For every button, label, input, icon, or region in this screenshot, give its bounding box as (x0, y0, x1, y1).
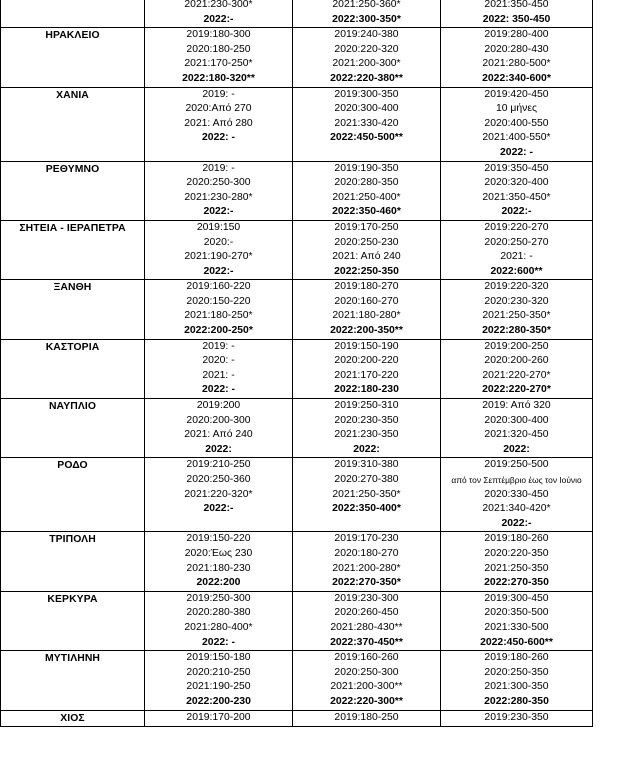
price-cell (441, 220, 593, 279)
table-row (1, 458, 593, 532)
price-line: 2021:250-400* (332, 191, 401, 203)
price-line: 2022:300-350* (332, 13, 401, 25)
price-line: 2019: - (202, 88, 235, 100)
price-line: 2022:- (501, 206, 532, 218)
price-cell (441, 339, 593, 398)
table-row (1, 220, 593, 279)
price-line: 2019:350-450 (484, 162, 549, 174)
price-line: 2019: - (202, 340, 235, 352)
price-line: 2021:180-280* (332, 310, 401, 322)
price-line: 2019:220-270 (484, 221, 549, 233)
price-line: 2021:200-300** (330, 681, 403, 693)
price-line: 2022:- (203, 265, 234, 277)
price-line: 2022:350-460* (332, 206, 401, 218)
price-line: 2020:300-400 (484, 414, 549, 426)
price-line: 2020:250-300 (186, 177, 251, 189)
price-line: 2019:240-380 (334, 29, 399, 41)
price-cell (293, 87, 441, 161)
price-cell (441, 710, 593, 727)
price-line: 2021:320-450 (484, 429, 549, 441)
price-cell (293, 339, 441, 398)
price-line: 2021:220-320* (184, 488, 253, 500)
price-line: 2021:190-270* (184, 251, 253, 263)
price-line: 2020:180-270 (334, 547, 399, 559)
price-line: 2022:- (203, 503, 234, 515)
price-line: 2021:350-450* (482, 191, 551, 203)
price-line: 2021:250-360* (332, 0, 401, 10)
price-cell (145, 339, 293, 398)
rent-table-body (1, 0, 593, 727)
city-cell: ΣΗΤΕΙΑ - ΙΕΡΑΠΕΤΡΑ (1, 220, 145, 279)
price-line: 2022: - (500, 146, 533, 158)
price-line: 2020:400-550 (484, 117, 549, 129)
price-line: 2021:180-250* (184, 310, 253, 322)
price-cell (145, 28, 293, 87)
city-cell: ΚΕΡΚΥΡΑ (1, 591, 145, 650)
price-line: 2019: - (202, 162, 235, 174)
price-line: 2019:300-450 (484, 592, 549, 604)
table-row (1, 28, 593, 87)
price-line: 2020:210-250 (186, 666, 251, 678)
price-line: 2019:150 (196, 221, 241, 233)
price-line: 2021:170-220 (334, 369, 399, 381)
price-line: 2020:250-270 (484, 236, 549, 248)
price-line: 2020:250-360 (186, 474, 251, 485)
price-line: 2020:220-320 (334, 43, 399, 55)
price-line: 2021:190-250 (186, 681, 251, 693)
price-cell (441, 651, 593, 710)
city-cell: ΧΑΝΙΑ (1, 87, 145, 161)
price-cell (145, 399, 293, 458)
price-cell (441, 458, 593, 532)
price-line: 2021: - (202, 369, 235, 381)
price-line: 2021:230-280* (184, 191, 253, 203)
price-line: 2021:170-250* (184, 58, 253, 70)
price-line: 2022:270-350* (332, 577, 401, 589)
price-line: 2019: Από 320 (482, 400, 551, 412)
price-line: 2020:270-380 (334, 474, 399, 485)
price-line: 2020:220-350 (484, 547, 549, 559)
price-line: 2021:300-350 (484, 681, 549, 693)
price-line: 2019:230-300 (334, 592, 399, 604)
price-line: 2021:250-350* (482, 310, 551, 322)
table-row (1, 399, 593, 458)
price-line (295, 146, 438, 161)
price-line: 2020:- (203, 236, 234, 248)
price-line: 2019:160-260 (334, 652, 399, 664)
price-line: 2020:350-500 (484, 607, 549, 619)
price-line: 2020:250-230 (334, 236, 399, 248)
price-line: 2019:150-220 (186, 533, 251, 545)
price-line: 2020:160-270 (334, 295, 399, 307)
table-row (1, 651, 593, 710)
price-cell (145, 161, 293, 220)
price-line: 2019:250-310 (334, 400, 399, 412)
table-row (1, 710, 593, 727)
price-line: 2022:- (203, 13, 234, 25)
price-line: 2021: - (500, 251, 533, 263)
price-line: 2022:180-320** (182, 72, 255, 84)
price-line: 2019:170-250 (334, 221, 399, 233)
price-line: 2021:340-420* (482, 503, 551, 515)
price-line: 2019:150-190 (334, 340, 399, 352)
price-line: 2022:600** (490, 265, 543, 277)
price-line (147, 146, 290, 161)
price-cell (145, 280, 293, 339)
price-line: 2022:450-600** (480, 636, 553, 648)
price-cell (441, 532, 593, 591)
price-line: 2022: (503, 443, 530, 455)
price-line: 2019:210-250 (186, 459, 251, 471)
price-line: 2022:340-600* (482, 72, 551, 84)
price-line: 2021:280-500* (482, 58, 551, 70)
city-cell: ΡΟΔΟ (1, 458, 145, 532)
price-line: 2022:180-230 (334, 384, 399, 396)
price-line: 2021:230-350 (334, 429, 399, 441)
price-line: 2019:180-260 (484, 533, 549, 545)
price-line: 2019:420-450 (484, 88, 549, 100)
price-line: 2019:200 (196, 400, 241, 412)
price-line: 2021:200-300* (332, 58, 401, 70)
price-line: 2020:Έως 230 (184, 547, 253, 559)
price-line: 2020:260-450 (334, 607, 399, 619)
price-line: 2021:400-550* (482, 132, 551, 144)
price-line: 2022: - (202, 132, 235, 144)
price-line: 2022:220-270* (482, 384, 551, 396)
city-cell: ΜΥΤΙΛΗΝΗ (1, 651, 145, 710)
price-line: 2020:230-350 (334, 414, 399, 426)
price-line: 2020:Από 270 (185, 103, 252, 115)
price-cell (293, 591, 441, 650)
price-cell (293, 710, 441, 727)
price-line: 2021:180-230 (186, 562, 251, 574)
city-cell: ΧΙΟΣ (1, 710, 145, 727)
price-line: 2020:230-320 (484, 295, 549, 307)
price-line: 2022: (205, 443, 232, 455)
price-cell (145, 87, 293, 161)
price-line: 2022:280-350 (484, 695, 549, 707)
price-line: 2019:250-300 (186, 592, 251, 604)
price-line: 2022:- (501, 517, 532, 529)
price-line: 2022:200-230 (186, 695, 251, 707)
price-line: 2019:150-180 (186, 652, 251, 664)
price-cell (293, 161, 441, 220)
price-line: 2021:350-450 (484, 0, 549, 10)
price-line: 2021:200-280* (332, 562, 401, 574)
price-line: 2019:180-250 (334, 711, 399, 723)
price-cell (441, 0, 593, 28)
price-line: 2020: - (202, 355, 235, 367)
city-cell: ΞΑΝΘΗ (1, 280, 145, 339)
price-line: 2022:200 (196, 577, 241, 589)
price-line: 2022:450-500** (330, 132, 403, 144)
price-line: 2021:230-300* (184, 0, 253, 10)
price-line: 2022: - (202, 636, 235, 648)
price-line: 2019:230-350 (484, 711, 549, 723)
price-line: 2022:280-350* (482, 325, 551, 337)
price-line: 2021: Από 240 (332, 251, 401, 263)
price-line: 2021:280-430** (330, 621, 403, 633)
price-cell (441, 399, 593, 458)
price-line: 2021:330-500 (484, 621, 549, 633)
price-line: 2022:220-300** (330, 695, 403, 707)
price-line: 2021:250-350 (484, 562, 549, 574)
price-cell (293, 458, 441, 532)
price-line: 2022:270-350 (484, 577, 549, 589)
price-cell (293, 651, 441, 710)
price-cell (145, 710, 293, 727)
price-cell (293, 220, 441, 279)
price-line: 2022:250-350 (334, 265, 399, 277)
price-cell (441, 28, 593, 87)
price-line: 2022:370-450** (330, 636, 403, 648)
table-row (1, 87, 593, 161)
price-cell (145, 458, 293, 532)
table-row (1, 532, 593, 591)
price-line: 2019:190-350 (334, 162, 399, 174)
price-line (295, 517, 438, 532)
price-line: 2020:200-260 (484, 355, 549, 367)
price-line: 2019:280-400 (484, 29, 549, 41)
price-cell (441, 280, 593, 339)
table-row (1, 591, 593, 650)
price-line: 2022: - (202, 384, 235, 396)
price-line: 2020:250-300 (334, 666, 399, 678)
city-cell: ΗΡΑΚΛΕΙΟ (1, 28, 145, 87)
price-line: 2020:280-430 (484, 43, 549, 55)
price-line: 2022:- (203, 206, 234, 218)
price-line: 2020:300-400 (334, 103, 399, 115)
city-cell: ΡΕΘΥΜΝΟ (1, 161, 145, 220)
city-cell: ΚΑΣΤΟΡΙΑ (1, 339, 145, 398)
price-line: 2019:300-350 (334, 88, 399, 100)
table-row (1, 339, 593, 398)
price-cell (441, 591, 593, 650)
price-cell (293, 399, 441, 458)
price-line: 2019:170-230 (334, 533, 399, 545)
price-line: 2019:170-200 (186, 711, 251, 723)
price-line: 2021:280-400* (184, 621, 253, 633)
price-line: 2022:350-400* (332, 503, 401, 515)
price-cell (441, 161, 593, 220)
price-line: 2020:150-220 (186, 295, 251, 307)
city-cell (1, 0, 145, 28)
price-line: 2019:180-300 (186, 29, 251, 41)
price-line: 2021:220-270* (482, 369, 551, 381)
price-cell (145, 651, 293, 710)
price-line: 2020:320-400 (484, 177, 549, 189)
price-line: 2022:200-250* (184, 325, 253, 337)
price-line: από τον Σεπτέμβριο έως τον Ιούνιο (451, 475, 582, 485)
price-cell (293, 280, 441, 339)
table-row (1, 280, 593, 339)
price-cell (441, 87, 593, 161)
price-line: 2021:330-420 (334, 117, 399, 129)
price-line: 2021: Από 240 (184, 429, 253, 441)
price-line: 10 μήνες (495, 103, 538, 115)
price-line: 2020:250-350 (484, 666, 549, 678)
city-cell: ΝΑΥΠΛΙΟ (1, 399, 145, 458)
price-line: 2021: Από 280 (184, 117, 253, 129)
price-line: 2019:220-320 (484, 281, 549, 293)
price-line: 2020:200-220 (334, 355, 399, 367)
price-line: 2022: 350-450 (482, 13, 551, 25)
price-line: 2019:180-270 (334, 281, 399, 293)
price-line: 2019:250-500 (484, 459, 549, 471)
price-cell (145, 0, 293, 28)
price-line: 2020:200-300 (186, 414, 251, 426)
price-line: 2022:200-350** (330, 325, 403, 337)
table-row (1, 161, 593, 220)
price-cell (293, 532, 441, 591)
price-line: 2019:180-260 (484, 652, 549, 664)
price-line: 2022: (353, 443, 380, 455)
price-cell (145, 220, 293, 279)
price-line: 2019:310-380 (334, 459, 399, 471)
price-line: 2019:160-220 (186, 281, 251, 293)
price-cell (293, 0, 441, 28)
price-cell (293, 28, 441, 87)
city-cell: ΤΡΙΠΟΛΗ (1, 532, 145, 591)
price-cell (145, 532, 293, 591)
price-line (147, 517, 290, 532)
price-cell (145, 591, 293, 650)
price-line: 2020:330-450 (484, 488, 549, 500)
price-line: 2020:180-250 (186, 43, 251, 55)
price-line: 2022:220-380** (330, 72, 403, 84)
table-row (1, 0, 593, 28)
price-line: 2021:250-350* (332, 488, 401, 500)
price-line: 2020:280-350 (334, 177, 399, 189)
price-line: 2019:200-250 (484, 340, 549, 352)
price-line: 2020:280-380 (186, 607, 251, 619)
